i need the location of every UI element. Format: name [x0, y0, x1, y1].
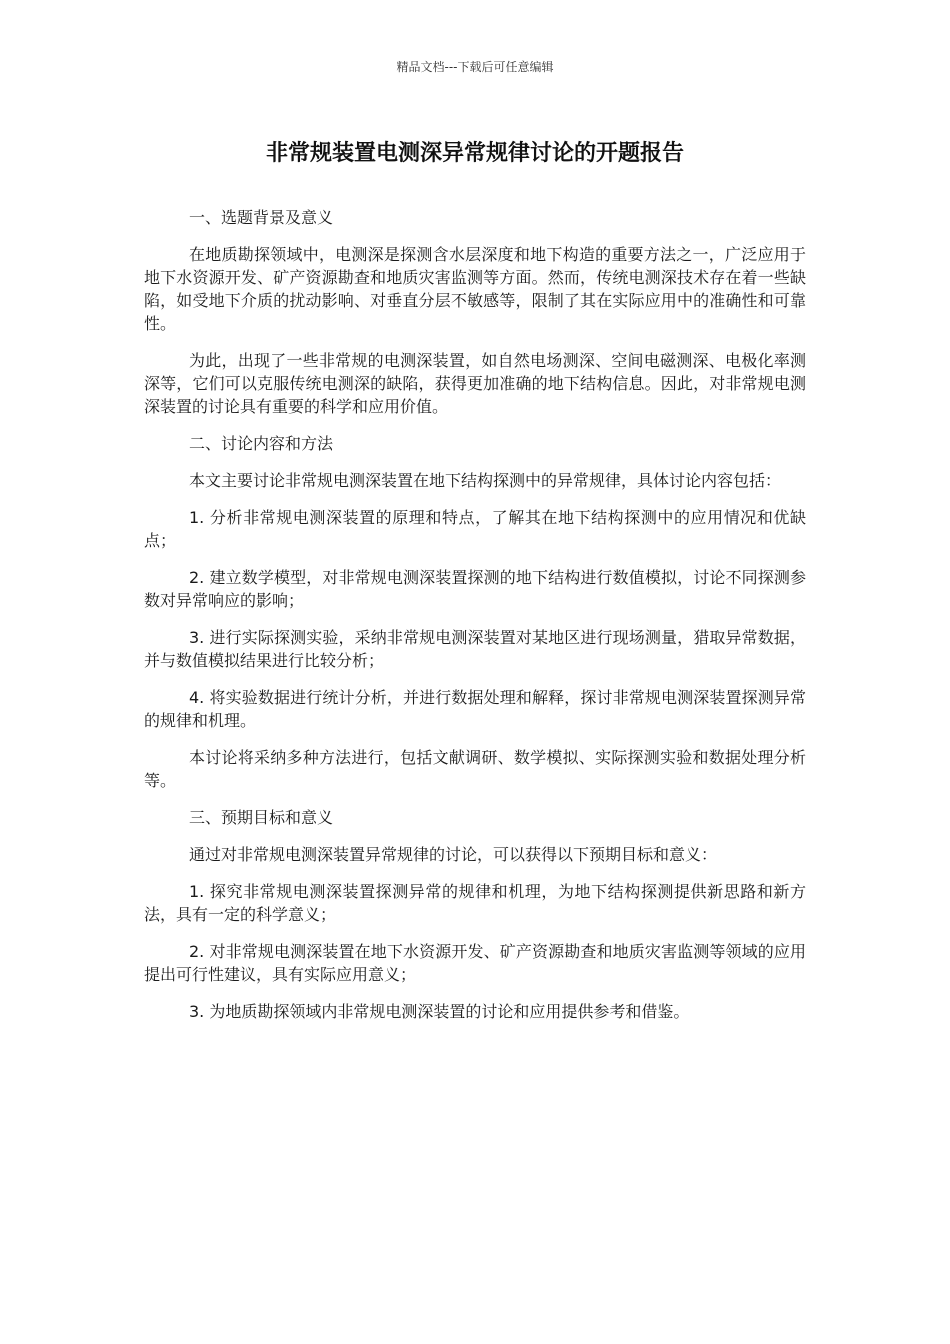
paragraph-goals-intro: 通过对非常规电测深装置异常规律的讨论，可以获得以下预期目标和意义：	[189, 845, 718, 864]
section-heading-background: 一、选题背景及意义	[189, 208, 334, 227]
document-body	[144, 206, 806, 1037]
list-item-method-3: 3. 进行实际探测实验，采纳非常规电测深装置对某地区进行现场测量，猎取异常数据，并与数值模拟结果进行比较分析；	[144, 628, 806, 670]
paragraph-background-1: 在地质勘探领域中，电测深是探测含水层深度和地下构造的重要方法之一，广泛应用于地下水资源开发、矿产资源勘查和地质灾害监测等方面。然而，传统电测深技术存在着一些缺陷，如受地下介质的扰动影响、对垂直分层不敏感等，限制了其在实际应用中的准确性和可靠性。	[144, 245, 806, 333]
paragraph-methods-summary: 本讨论将采纳多种方法进行，包括文献调研、数学模拟、实际探测实验和数据处理分析等。	[144, 748, 806, 790]
paragraph-background-2: 为此，出现了一些非常规的电测深装置，如自然电场测深、空间电磁测深、电极化率测深等，它们可以克服传统电测深的缺陷，获得更加准确的地下结构信息。因此，对非常规电测深装置的讨论具有重要的科学和应用价值。	[144, 351, 806, 416]
list-item-method-4: 4. 将实验数据进行统计分析，并进行数据处理和解释，探讨非常规电测深装置探测异常的规律和机理。	[144, 688, 806, 730]
section-heading-methods: 二、讨论内容和方法	[189, 434, 334, 453]
list-item-goal-2: 2. 对非常规电测深装置在地下水资源开发、矿产资源勘查和地质灾害监测等领域的应用提出可行性建议，具有实际应用意义；	[144, 942, 806, 984]
document-title: 非常规装置电测深异常规律讨论的开题报告	[265, 141, 684, 166]
list-item-method-2: 2. 建立数学模型，对非常规电测深装置探测的地下结构进行数值模拟，讨论不同探测参数对异常响应的影响；	[144, 568, 806, 610]
list-item-goal-1: 1. 探究非常规电测深装置探测异常的规律和机理，为地下结构探测提供新思路和新方法，具有一定的科学意义；	[144, 882, 806, 924]
list-item-goal-3: 3. 为地质勘探领域内非常规电测深装置的讨论和应用提供参考和借鉴。	[189, 1002, 690, 1021]
header-note: 精品文档---下载后可任意编辑	[396, 60, 554, 74]
section-heading-goals: 三、预期目标和意义	[189, 808, 334, 827]
paragraph-methods-intro: 本文主要讨论非常规电测深装置在地下结构探测中的异常规律，具体讨论内容包括：	[189, 471, 782, 490]
list-item-method-1: 1. 分析非常规电测深装置的原理和特点，了解其在地下结构探测中的应用情况和优缺点；	[144, 508, 806, 550]
